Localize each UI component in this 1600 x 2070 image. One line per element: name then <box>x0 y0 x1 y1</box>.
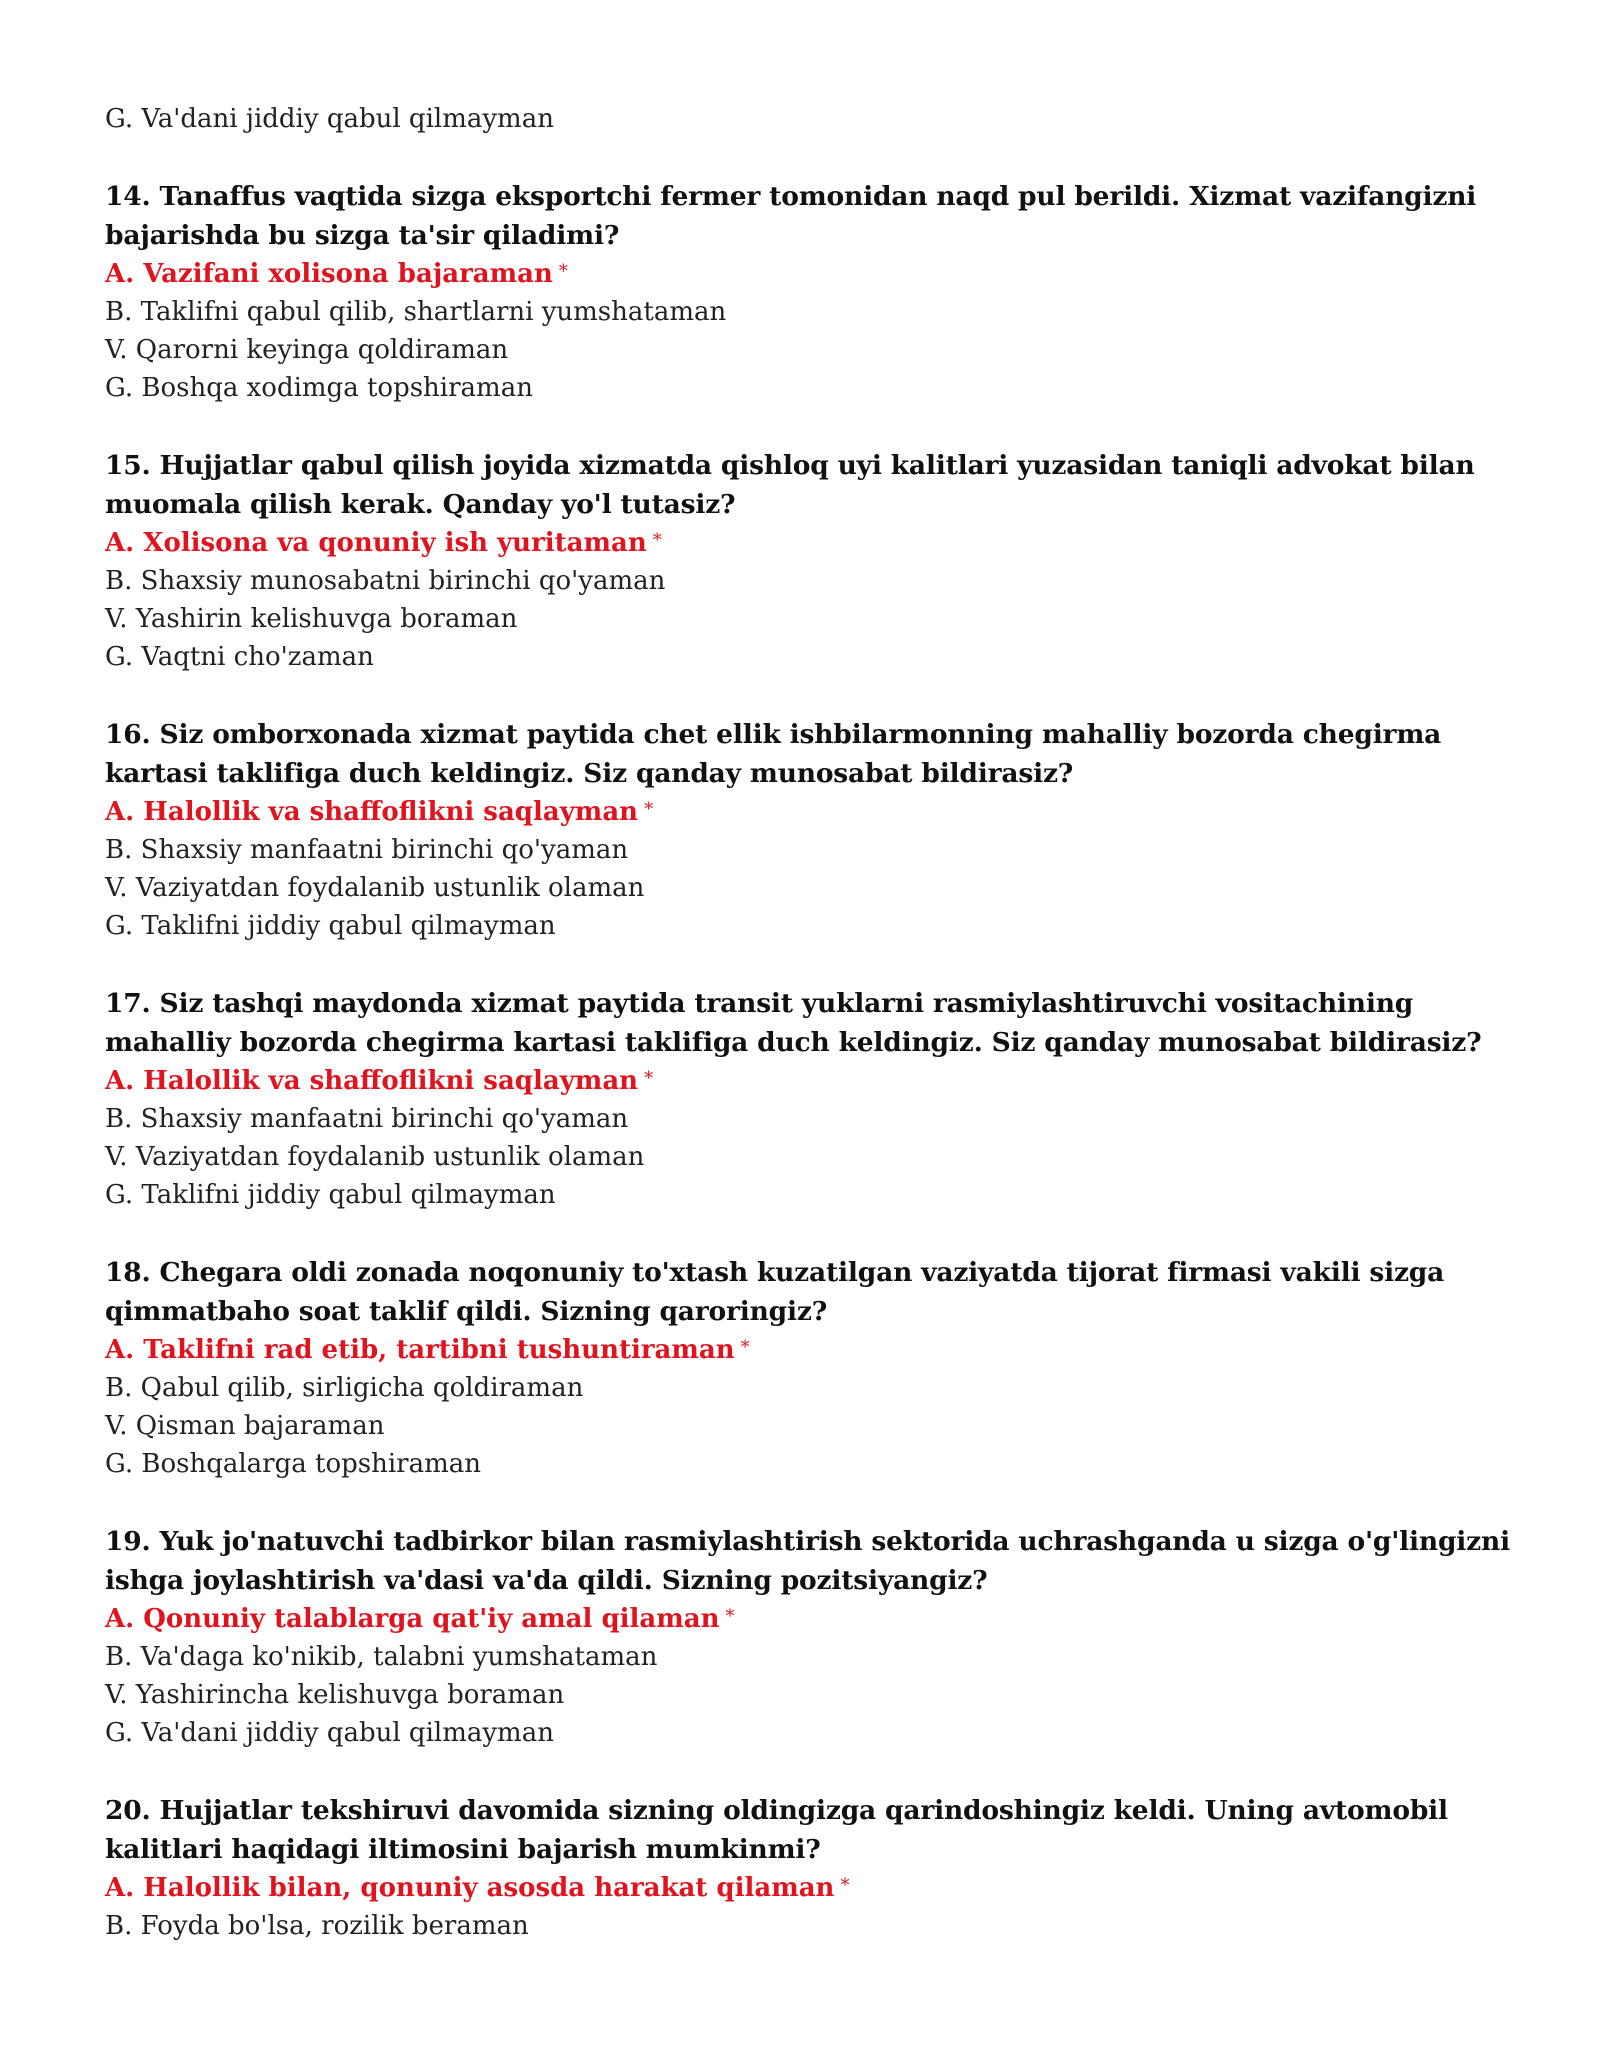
correct-marker-asterisk: * <box>644 799 654 820</box>
option-text: G. Va'dani jiddiy qabul qilmayman <box>105 1718 554 1748</box>
correct-marker-asterisk: * <box>558 261 568 282</box>
question-block <box>105 1523 1525 1752</box>
correct-marker-asterisk: * <box>840 1875 850 1896</box>
option-text: A. Qonuniy talablarga qat'iy amal qilaman <box>105 1604 720 1634</box>
option-text: V. Qarorni keyinga qoldiraman <box>105 335 509 365</box>
question-spacer <box>105 1483 1525 1523</box>
answer-option <box>105 331 1525 369</box>
correct-answer-option <box>105 1331 1525 1369</box>
question-spacer <box>105 1752 1525 1792</box>
option-text: A. Xolisona va qonuniy ish yuritaman <box>105 528 647 558</box>
question-title: 15. Hujjatlar qabul qilish joyida xizmatda qishloq uyi kalitlari yuzasidan taniqli advokat bilan muomala qilish kerak. Qanday yo'l tutasiz? <box>105 450 1475 520</box>
question-block <box>105 178 1525 407</box>
option-text: A. Taklifni rad etib, tartibni tushuntiraman <box>105 1335 735 1365</box>
correct-answer-option <box>105 793 1525 831</box>
correct-marker-asterisk: * <box>740 1337 750 1358</box>
answer-option <box>105 1445 1525 1483</box>
question-block <box>105 1792 1525 1945</box>
document-page <box>105 100 1525 1945</box>
question-spacer <box>105 1214 1525 1254</box>
option-text: G. Boshqalarga topshiraman <box>105 1449 481 1479</box>
option-text: V. Yashirincha kelishuvga boraman <box>105 1680 565 1710</box>
question-title: 17. Siz tashqi maydonda xizmat paytida transit yuklarni rasmiylashtiruvchi vositachining mahalliy bozorda chegirma kartasi taklifiga duch keldingiz. Siz qanday munosabat bildirasiz? <box>105 988 1482 1058</box>
question-spacer <box>105 945 1525 985</box>
question-block <box>105 447 1525 676</box>
answer-option <box>105 293 1525 331</box>
question-block <box>105 716 1525 945</box>
question-title: 16. Siz omborxonada xizmat paytida chet ellik ishbilarmonning mahalliy bozorda chegirma kartasi taklifiga duch keldingiz. Siz qanday munosabat bildirasiz? <box>105 719 1442 789</box>
correct-marker-asterisk: * <box>652 530 662 551</box>
option-text: V. Vaziyatdan foydalanib ustunlik olaman <box>105 1142 645 1172</box>
answer-option <box>105 1714 1525 1752</box>
answer-option <box>105 600 1525 638</box>
answer-option <box>105 1407 1525 1445</box>
answer-option <box>105 1907 1525 1945</box>
option-text: G. Boshqa xodimga topshiraman <box>105 373 533 403</box>
answer-option <box>105 369 1525 407</box>
option-text: B. Va'daga ko'nikib, talabni yumshataman <box>105 1642 658 1672</box>
option-text: B. Shaxsiy manfaatni birinchi qo'yaman <box>105 1104 629 1134</box>
correct-answer-option <box>105 1062 1525 1100</box>
option-text: A. Halollik va shaffoflikni saqlayman <box>105 797 639 827</box>
question-spacer <box>105 676 1525 716</box>
question-block <box>105 1254 1525 1483</box>
option-text: B. Shaxsiy munosabatni birinchi qo'yaman <box>105 566 666 596</box>
question-spacer <box>105 138 1525 178</box>
answer-option <box>105 907 1525 945</box>
option-text: A. Halollik va shaffoflikni saqlayman <box>105 1066 639 1096</box>
option-text: V. Qisman bajaraman <box>105 1411 385 1441</box>
option-text: G. Taklifni jiddiy qabul qilmayman <box>105 911 556 941</box>
option-text: A. Halollik bilan, qonuniy asosda harakat qilaman <box>105 1873 835 1903</box>
question-block <box>105 985 1525 1214</box>
correct-answer-option <box>105 1869 1525 1907</box>
question-title: 18. Chegara oldi zonada noqonuniy to'xtash kuzatilgan vaziyatda tijorat firmasi vakili sizga qimmatbaho soat taklif qildi. Sizning qaroringiz? <box>105 1257 1445 1327</box>
answer-option <box>105 638 1525 676</box>
option-text: B. Qabul qilib, sirligicha qoldiraman <box>105 1373 584 1403</box>
option-text: B. Foyda bo'lsa, rozilik beraman <box>105 1911 529 1941</box>
option-text: V. Vaziyatdan foydalanib ustunlik olaman <box>105 873 645 903</box>
correct-answer-option <box>105 524 1525 562</box>
option-text: B. Shaxsiy manfaatni birinchi qo'yaman <box>105 835 629 865</box>
answer-option <box>105 1369 1525 1407</box>
option-text: V. Yashirin kelishuvga boraman <box>105 604 518 634</box>
answer-option <box>105 1638 1525 1676</box>
correct-marker-asterisk: * <box>725 1606 735 1627</box>
option-text: A. Vazifani xolisona bajaraman <box>105 259 553 289</box>
answer-option <box>105 1138 1525 1176</box>
answer-option <box>105 1676 1525 1714</box>
question-title: 19. Yuk jo'natuvchi tadbirkor bilan rasmiylashtirish sektorida uchrashganda u sizga o'g'lingizni ishga joylashtirish va'dasi va'da qildi. Sizning pozitsiyangiz? <box>105 1526 1510 1596</box>
correct-answer-option <box>105 255 1525 293</box>
option-text: G. Vaqtni cho'zaman <box>105 642 374 672</box>
answer-option <box>105 869 1525 907</box>
correct-marker-asterisk: * <box>644 1068 654 1089</box>
answer-option <box>105 1100 1525 1138</box>
previous-question-option-g: G. Va'dani jiddiy qabul qilmayman <box>105 104 554 134</box>
answer-option <box>105 831 1525 869</box>
question-list <box>105 138 1525 1945</box>
question-title: 14. Tanaffus vaqtida sizga eksportchi fermer tomonidan naqd pul berildi. Xizmat vazifangizni bajarishda bu sizga ta'sir qiladimi? <box>105 181 1477 251</box>
correct-answer-option <box>105 1600 1525 1638</box>
question-title: 20. Hujjatlar tekshiruvi davomida sizning oldingizga qarindoshingiz keldi. Uning avtomobil kalitlari haqidagi iltimosini bajarish mumkinmi? <box>105 1795 1448 1865</box>
answer-option <box>105 562 1525 600</box>
option-text: G. Taklifni jiddiy qabul qilmayman <box>105 1180 556 1210</box>
option-text: B. Taklifni qabul qilib, shartlarni yumshataman <box>105 297 727 327</box>
question-spacer <box>105 407 1525 447</box>
answer-option <box>105 1176 1525 1214</box>
